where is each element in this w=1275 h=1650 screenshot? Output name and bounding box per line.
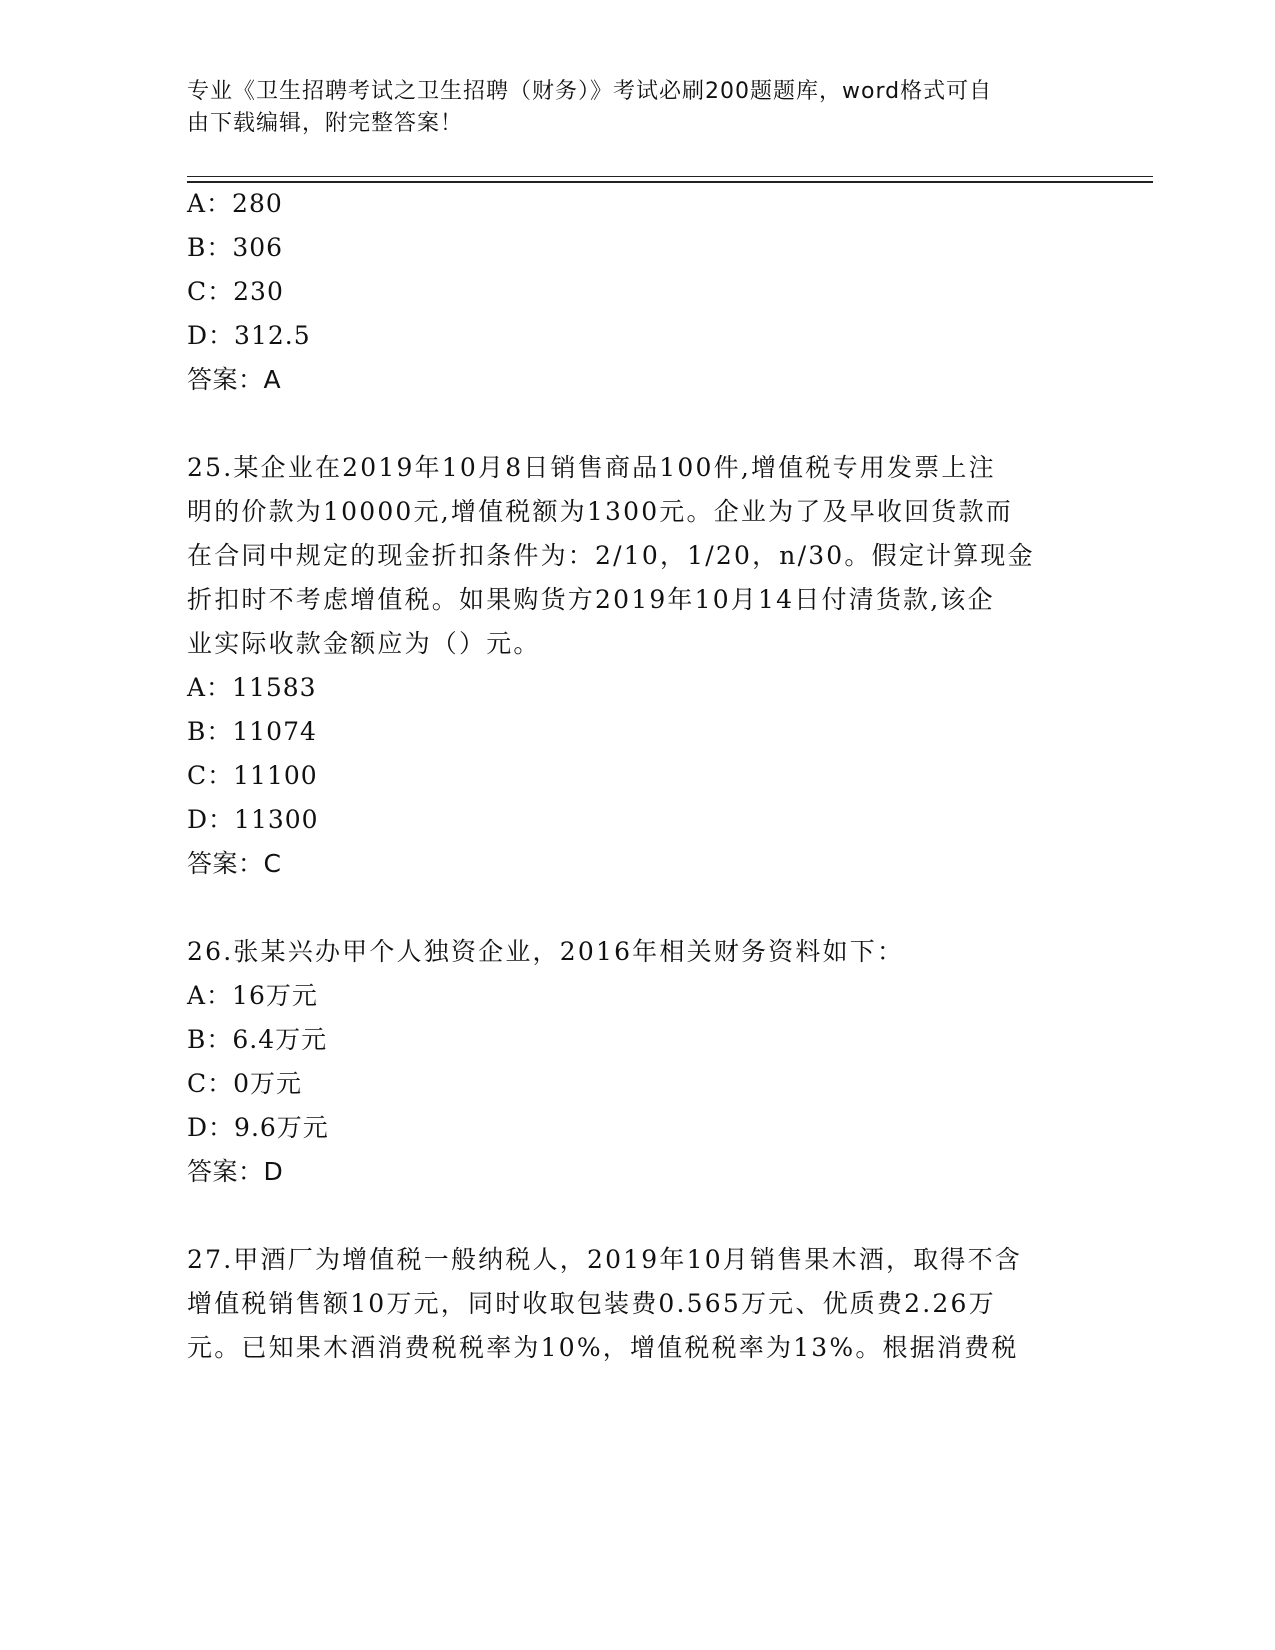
option-c: C：11100 xyxy=(187,761,318,790)
question-text-line: 增值税销售额10万元，同时收取包装费0.565万元、优质费2.26万 xyxy=(187,1289,996,1318)
question-text-line: 25.某企业在2019年10月8日销售商品100件,增值税专用发票上注 xyxy=(187,453,996,482)
option-b: B：11074 xyxy=(187,717,317,746)
question-text-line: 明的价款为10000元,增值税额为1300元。企业为了及早收回货款而 xyxy=(187,497,1013,526)
option-a: A：280 xyxy=(187,189,283,218)
question-text-line: 折扣时不考虑增值税。如果购货方2019年10月14日付清货款,该企 xyxy=(187,585,995,614)
question-text-line: 26.张某兴办甲个人独资企业，2016年相关财务资料如下： xyxy=(187,937,905,966)
document-title xyxy=(187,76,1067,140)
option-a: A：11583 xyxy=(187,673,317,702)
header-divider-thick xyxy=(187,181,1153,183)
option-a: A：16万元 xyxy=(187,981,318,1010)
question-text-line: 27.甲酒厂为增值税一般纳税人，2019年10月销售果木酒，取得不含 xyxy=(187,1245,1022,1274)
answer: 答案：D xyxy=(187,1157,284,1186)
question-text-line: 元。已知果木酒消费税税率为10%，增值税税率为13%。根据消费税 xyxy=(187,1333,1019,1362)
question-text-line: 在合同中规定的现金折扣条件为：2/10，1/20，n/30。假定计算现金 xyxy=(187,541,1035,570)
answer: 答案：A xyxy=(187,365,282,394)
option-d: D：312.5 xyxy=(187,321,311,350)
option-b: B：6.4万元 xyxy=(187,1025,328,1054)
title-line-2: 由下载编辑，附完整答案！ xyxy=(187,111,464,136)
option-d: D：9.6万元 xyxy=(187,1113,329,1142)
header-divider-thin xyxy=(187,176,1153,177)
option-c: C：230 xyxy=(187,277,284,306)
question-text-line: 业实际收款金额应为（）元。 xyxy=(187,629,541,658)
option-b: B：306 xyxy=(187,233,284,262)
answer: 答案：C xyxy=(187,849,282,878)
title-line-1: 专业《卫生招聘考试之卫生招聘（财务）》考试必刷200题题库，word格式可自 xyxy=(187,79,993,104)
option-c: C：0万元 xyxy=(187,1069,303,1098)
option-d: D：11300 xyxy=(187,805,319,834)
